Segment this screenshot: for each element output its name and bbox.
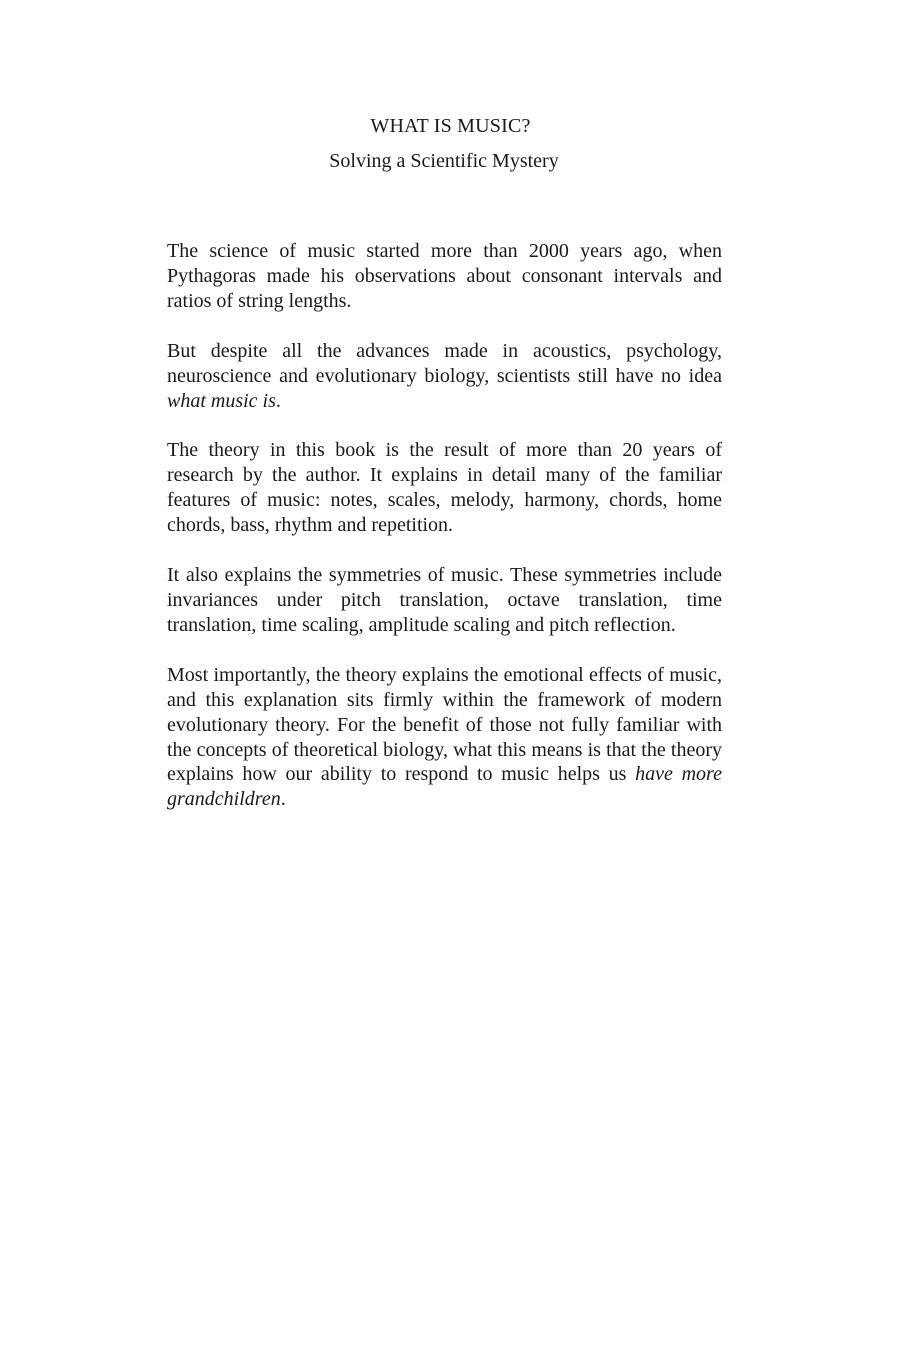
- paragraph-symmetries: [167, 563, 722, 638]
- body-text: [167, 239, 722, 837]
- paragraph-text: The science of music started more than 2000 years ago, when Pythagoras made his observations about consonant intervals and ratios of string lengths.: [167, 240, 722, 312]
- paragraph-text: Most importantly, the theory explains the emotional effects of music, and this explanation sits firmly within the framework of modern evolutionary theory. For the benefit of those not fully familiar with the concepts of theoretical biology, what this means is that the theory explains how our ability to respond to music helps us: [167, 663, 722, 786]
- paragraph-text: The theory in this book is the result of more than 20 years of research by the author. It explains in detail many of the familiar features of music: notes, scales, melody, harmony, chords, home chords, bass, rhythm and repetition.: [167, 439, 722, 537]
- paragraph-theory: [167, 438, 722, 538]
- paragraph-mystery: [167, 339, 722, 414]
- paragraph-text-end: .: [280, 788, 286, 811]
- paragraph-emotional-effects: [167, 663, 722, 812]
- paragraph-history: [167, 239, 722, 314]
- paragraph-text: But despite all the advances made in acoustics, psychology, neuroscience and evolutionary biology, scientists still have no idea: [167, 339, 722, 387]
- paragraph-text-end: .: [275, 389, 281, 412]
- emphasis-text: what music is: [167, 389, 276, 412]
- page-title: WHAT IS MUSIC?: [370, 115, 531, 137]
- page-subtitle: Solving a Scientific Mystery: [329, 150, 559, 172]
- emphasis-text: have more grandchildren: [167, 763, 722, 811]
- paragraph-text: It also explains the symmetries of music. These symmetries include invariances under pitch translation, octave translation, time translation, time scaling, amplitude scaling and pitch reflection.: [167, 564, 722, 636]
